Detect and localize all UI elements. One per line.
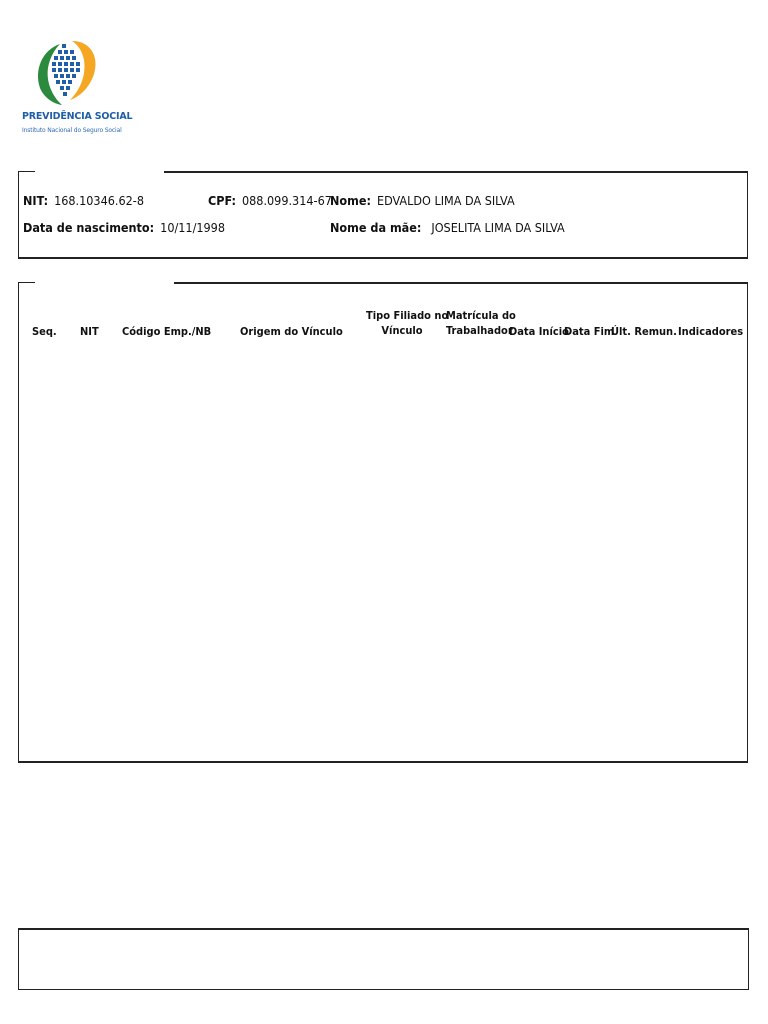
mae-label: Nome da mãe: [330,220,422,235]
logo-subtitle: Instituto Nacional do Seguro Social [22,127,122,134]
nascimento-field [23,220,225,235]
logo-title: PREVIDÊNCIA SOCIAL [22,111,133,122]
footer-section [18,928,749,990]
header-indicadores: Indicadores [678,325,744,338]
nome-field [330,193,515,208]
header-seq: Seq. [32,325,57,338]
nit-value: 168.10346.62-8 [54,193,144,208]
header-codigo: Código Emp./NB [122,325,212,338]
nit-label: NIT: [23,193,49,208]
header-nit: NIT [80,325,99,338]
header-tipo-filiado [366,308,449,338]
previdencia-logo [20,38,133,143]
header-ult-remun: Últ. Remun. [611,325,677,338]
header-tipo-line1: Tipo Filiado no [366,309,449,322]
nit-field [23,193,144,208]
header-matricula-line1: Matrícula do [446,309,516,322]
header-tipo-line2: Vínculo [381,324,423,337]
cpf-value: 088.099.314-67 [242,193,332,208]
mae-field [330,220,565,235]
cpf-field [208,193,332,208]
vinculos-table-section [18,282,748,763]
previdencia-emblem-icon [32,38,102,108]
nascimento-label: Data de nascimento: [23,220,155,235]
header-data-inicio: Data Início [509,325,569,338]
frame-top-border [18,171,35,172]
header-data-fim: Data Fim [564,325,615,338]
nome-value: EDVALDO LIMA DA SILVA [377,193,515,208]
header-matricula-line2: Trabalhador [446,324,513,337]
frame-top-border [174,282,748,284]
header-matricula [446,308,516,338]
nascimento-value: 10/11/1998 [160,220,225,235]
cpf-label: CPF: [208,193,236,208]
mae-value: JOSELITA LIMA DA SILVA [431,220,565,235]
person-info-section [18,171,748,259]
header-origem: Origem do Vínculo [240,325,343,338]
frame-top-border [164,171,748,173]
frame-top-border [18,282,35,283]
nome-label: Nome: [330,193,371,208]
